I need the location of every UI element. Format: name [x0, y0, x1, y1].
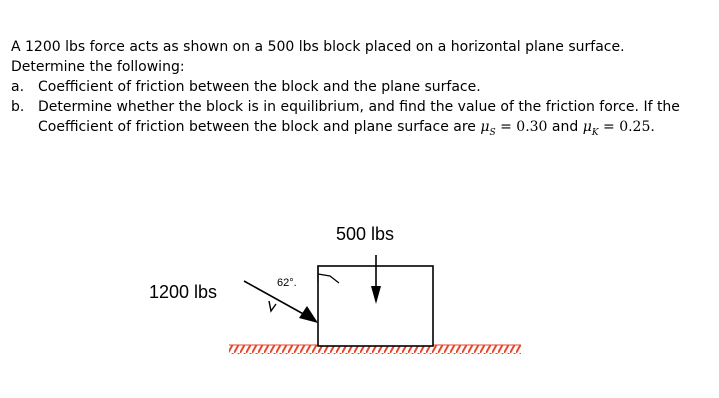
question-b-line-1: Determine whether the block is in equilibrium, and find the value of the friction force. If the — [38, 99, 680, 115]
question-a-marker: a. — [11, 79, 25, 95]
and-connector: and — [547, 119, 583, 135]
mu-k-symbol: $\mu_K$ — [582, 119, 599, 138]
mu-s-value: = 0.30 — [495, 119, 548, 135]
question-a — [11, 77, 711, 97]
problem-statement — [11, 37, 711, 143]
question-b — [11, 97, 711, 143]
mu-s-symbol: $\mu_S$ — [480, 119, 496, 138]
intro-line-2: Determine the following: — [11, 59, 185, 75]
question-b-marker: b. — [11, 99, 25, 115]
intro-line-1: A 1200 lbs force acts as shown on a 500 lbs block placed on a horizontal plane surface. — [11, 39, 625, 55]
angle-label: 62°. — [277, 277, 297, 289]
problem-intro — [11, 37, 711, 77]
force-label: 1200 lbs — [149, 282, 218, 302]
question-a-text: Coefficient of friction between the block and the plane surface. — [38, 79, 481, 95]
mu-k-value: = 0.25. — [598, 119, 655, 135]
free-body-diagram — [0, 200, 719, 398]
question-b-line-2: Coefficient of friction between the block and plane surface are — [38, 119, 476, 135]
weight-label: 500 lbs — [336, 224, 395, 244]
